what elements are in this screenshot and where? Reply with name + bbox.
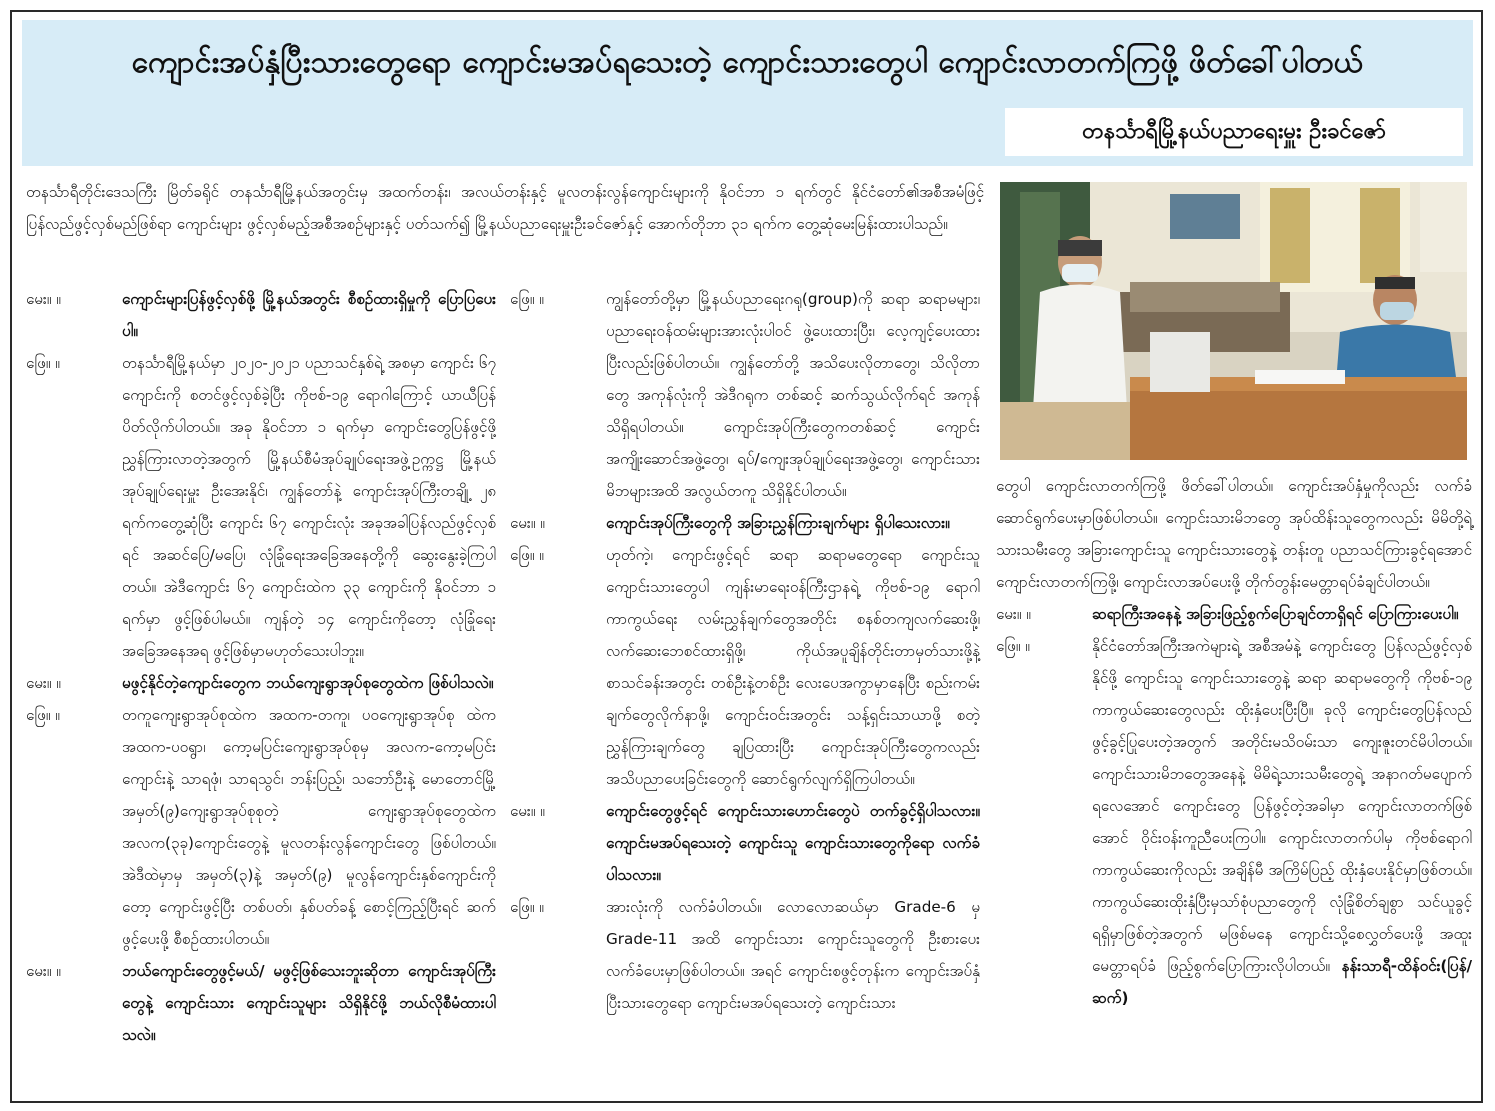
intro-paragraph: တနင်္သာရီတိုင်းဒေသကြီး မြိတ်ခရိုင် တနင်္သာရီမြို့နယ်အတွင်းမှ အထက်တန်း၊ အလယ်တန်းနှင့် မူလတန်းလွန်ကျောင်းများကို နိုဝင်ဘာ ၁ ရက်တွင် နိုင်ငံတော်၏အစီအမံဖြင့် ပြန်လည်ဖွင့်လှစ်မည်ဖြစ်ရာ ကျောင်းများ ဖွင့်လှစ်မည့်အစီအစဉ်များနှင့် ပတ်သက်၍ မြို့နယ်ပညာရေးမှူးဦးခင်ဇော်နှင့် အောက်တိုဘာ ၃၁ ရက်က တွေ့ဆုံမေးမြန်းထားပါသည်။ (26, 183, 984, 233)
question-block: မေး။ ။ ဘယ်ကျောင်းတွေဖွင့်မယ်/ မဖွင့်ဖြစ်သေးဘူးဆိုတာ ကျောင်းအုပ်ကြီးတွေနဲ့ ကျောင်းသား ကျောင်းသူများ သိရှိနိုင်ဖို့ ဘယ်လိုစီမံထားပါသလဲ။ (26, 962, 496, 1044)
article-header (22, 20, 1473, 166)
question-block: မေး။ ။ မဖွင့်နိုင်တဲ့ကျောင်းတွေက ဘယ်ကျေးရွာအုပ်စုတွေထဲက ဖြစ်ပါသလဲ။ (26, 674, 494, 692)
answer-block: ဖြေ။ ။ နိုင်ငံတော်အကြီးအကဲများရဲ့ အစီအမံနဲ့ ကျောင်းတွေ ပြန်လည်ဖွင့်လှစ်နိုင်ဖို့ ကျောင်းသူ ကျောင်းသားတွေနဲ့ ဆရာ ဆရာမတွေကို ကိုဗစ်-၁၉ ကာကွယ်ဆေးတွေလည်း ထိုးနှံပေးပြီးပြီ။ ခုလို ကျောင်းတွေပြန်လည်ဖွင့်ခွင့်ပြုပေးတဲ့အတွက် အတိုင်းမသိဝမ်းသာ ကျေးဇူးတင်မိပါတယ်။ ကျောင်းသားမိဘတွေအနေနဲ့ မိမိရဲ့သားသမီးတွေရဲ့ အနာဂတ်မပျောက်ရလေအောင် ကျောင်းတွေ ပြန်ဖွင့်တဲ့အခါမှာ ကျောင်းလာတက်ဖြစ်အောင် ဝိုင်းဝန်းကူညီပေးကြပါ။ ကျောင်းလာတက်ပါမှ ကိုဗစ်ရောဂါကာကွယ်ဆေးကိုလည်း အချိန်မီ အကြိမ်ပြည့် ထိုးနှံပေးနိုင်မှာဖြစ်တယ်။ ကာကွယ်ဆေးထိုးနှံပြီးမှသာ်စုံပညာတွေကို လုံခြုံစိတ်ချစွာ သင်ယူခွင့်ရရှိမှာဖြစ်တဲ့အတွက် မဖြစ်မနေ ကျောင်းသို့စေလွှတ်ပေးဖို့ အထူးမေတ္တာရပ်ခံ ဖြည့်စွက်ပြောကြားလိုပါတယ်။ နန်းသာရီ-ထိန်ဝင်း(ပြန်/ဆက်) (996, 637, 1472, 1007)
question-block: မေး။ ။ ကျောင်းတွေဖွင့်ရင် ကျောင်းသားဟောင်းတွေပဲ တက်ခွင့်ရှိပါသလား။ ကျောင်းမအပ်ရသေးတဲ့ ကျောင်းသူ ကျောင်းသားတွေကိုရော လက်ခံပါသလား။ (510, 802, 980, 884)
answer-block: ဖြေ။ ။ ဟုတ်ကဲ့၊ ကျောင်းဖွင့်ရင် ဆရာ ဆရာမတွေရော ကျောင်းသူ ကျောင်းသားတွေပါ ကျန်းမာရေးဝန်ကြီးဌာနရဲ့ ကိုဗစ်-၁၉ ရောဂါကာကွယ်ရေး လမ်းညွှန်ချက်တွေအတိုင်း စနစ်တကျလက်ဆေးဖို့၊ လက်ဆေးဘေစင်ထားရှိဖို့၊ ကိုယ်အပူချိန်တိုင်းတာမှတ်သားဖို့နဲ့ စာသင်ခန်းအတွင်း တစ်ဦးနဲ့တစ်ဦး လေးပေအကွာမှာနေပြီး စည်းကမ်းချက်တွေလိုက်နာဖို့၊ ကျောင်းဝင်းအတွင်း သန့်ရှင်းသာယာဖို့ စတဲ့ ညွှန်ကြားချက်တွေ ချပြထားပြီး ကျောင်းအုပ်ကြီးတွေကလည်း အသိပညာပေးခြင်းတွေကို ဆောင်ရွက်လျက်ရှိကြပါတယ်။ (510, 546, 980, 788)
answer-block: ဖြေ။ ။ အားလုံးကို လက်ခံပါတယ်။ လောလောဆယ်မှာ Grade-6 မှ Grade-11 အထိ ကျောင်းသား ကျောင်းသူတွေကို ဦးစားပေး လက်ခံပေးမှာဖြစ်ပါတယ်။ အရင် ကျောင်းစဖွင့်တုန်းက ကျောင်းအပ်နှံပြီးသားတွေရော ကျောင်းမအပ်ရသေးတဲ့ ကျောင်းသား (510, 898, 980, 1012)
column-3 (996, 470, 1472, 1014)
answer-block: ဖြေ။ ။ တနင်္သာရီမြို့နယ်မှာ ၂၀၂၀-၂၀၂၁ ပညာသင်နှစ်ရဲ့ အစမှာ ကျောင်း ၆၇ ကျောင်းကို စတင်ဖွင့်လှစ်ခဲ့ပြီး ကိုဗစ်-၁၉ ရောဂါကြောင့် ယာယီပြန်ပိတ်လိုက်ပါတယ်။ အခု နိုဝင်ဘာ ၁ ရက်မှာ ကျောင်းတွေပြန်ဖွင့်ဖို့ ညွှန်ကြားလာတဲ့အတွက် မြို့နယ်စီမံအုပ်ချုပ်ရေးအဖွဲ့ဥက္ကဋ္ဌ မြို့နယ်အုပ်ချုပ်ရေးမှူး ဦးအေးနိုင်၊ ကျွန်တော်နဲ့ ကျောင်းအုပ်ကြီးတချို့ ၂၈ ရက်ကတွေ့ဆုံပြီး ကျောင်း ၆၇ ကျောင်းလုံး အခုအခါပြန်လည်ဖွင့်လှစ်ရင် အဆင်ပြေ/မပြေ၊ လုံခြုံရေးအခြေအနေတို့ကို ဆွေးနွေးခဲ့ကြပါတယ်။ အဲဒီကျောင်း ၆၇ ကျောင်းထဲက ၃၃ ကျောင်းကို နိုဝင်ဘာ ၁ ရက်မှာ ဖွင့်ဖြစ်ပါမယ်။ ကျန်တဲ့ ၁၄ ကျောင်းကိုတော့ လုံခြုံရေးအခြေအနေအရ ဖွင့်ဖြစ်မှာမဟုတ်သေးပါဘူး။ (26, 354, 496, 660)
question-block: မေး။ ။ ကျောင်းများပြန်ဖွင့်လှစ်ဖို့ မြို့နယ်အတွင်း စီစဉ်ထားရှိမှုကို ပြောပြပေးပါ။ (26, 290, 496, 340)
question-block: မေး။ ။ ဆရာကြီးအနေနဲ့ အခြားဖြည့်စွက်ပြောချင်တာရှိရင် ပြောကြားပေးပါ။ (996, 605, 1459, 623)
author-credit: နန်းသာရီ-ထိန်ဝင်း(ပြန်/ဆက်) (1092, 957, 1472, 1007)
office-photo-illustration (1000, 182, 1467, 460)
column-2 (510, 283, 980, 1019)
column-1 (26, 283, 496, 1051)
question-block: မေး။ ။ ကျောင်းအုပ်ကြီးတွေကို အခြားညွှန်ကြားချက်များ ရှိပါသေးလား။ (510, 514, 950, 532)
continuation-paragraph: တွေပါ ကျောင်းလာတက်ကြဖို့ ဖိတ်ခေါ်ပါတယ်။ ကျောင်းအပ်နှံမှုကိုလည်း လက်ခံဆောင်ရွက်ပေးမှာဖြစ်ပါတယ်။ ကျောင်းသားမိဘတွေ အုပ်ထိန်းသူတွေကလည်း မိမိတို့ရဲ့ သားသမီးတွေ အခြားကျောင်းသူ ကျောင်းသားတွေနဲ့ တန်းတူ ပညာသင်ကြားခွင့်ရအောင် ကျောင်းလာတက်ကြဖို့၊ ကျောင်းလာအပ်ပေးဖို့ တိုက်တွန်းမေတ္တာရပ်ခံချင်ပါတယ်။ (996, 477, 1472, 591)
byline: တနင်္သာရီမြို့နယ်ပညာရေးမှူး ဦးခင်ဇော် (1005, 108, 1463, 156)
interview-photo (1000, 182, 1467, 460)
headline: ကျောင်းအပ်နှံပြီးသားတွေရော ကျောင်းမအပ်ရသေးတဲ့ ကျောင်းသားတွေပါ ကျောင်းလာတက်ကြဖို့ ဖိတ်ခေါ်ပါတယ် (131, 45, 1364, 80)
answer-block: ဖြေ။ ။ ကျွန်တော်တို့မှာ မြို့နယ်ပညာရေးဂရု(group)ကို ဆရာ ဆရာမများ၊ ပညာရေးဝန်ထမ်းများအားလုံးပါဝင် ဖွဲ့ပေးထားပြီး၊ လေ့ကျင့်ပေးထားပြီးလည်းဖြစ်ပါတယ်။ ကျွန်တော်တို့ အသိပေးလိုတာတွေ၊ သိလိုတာတွေ အကုန်လုံးကို အဲဒီဂရုက တစ်ဆင့် ဆက်သွယ်လိုက်ရင် အကုန်သိရှိရပါတယ်။ ကျောင်းအုပ်ကြီးတွေကတစ်ဆင့် ကျောင်းအကျိုးဆောင်အဖွဲ့တွေ၊ ရပ်/ကျေးအုပ်ချုပ်ရေးအဖွဲ့တွေ၊ ကျောင်းသားမိဘများအထိ အလွယ်တကူ သိရှိနိုင်ပါတယ်။ (510, 290, 980, 500)
answer-block: ဖြေ။ ။ တကူကျေးရွာအုပ်စုထဲက အထက-တကူ၊ ပဝကျေးရွာအုပ်စု ထဲက အထက-ပဝရွာ၊ ကော့မပြင်းကျေးရွာအုပ်စုမှ အလက-ကော့မပြင်းကျောင်းနဲ့ သာရဖုံ၊ သာရသွင်၊ ဘန်းပြည့်၊ သဘော်ဦးနဲ့ မောတောင်မြို့ အမှတ်(၉)ကျေးရွာအုပ်စုစုတဲ့ ကျေးရွာအုပ်စုတွေထဲက အလက(၃ခု)ကျောင်းတွေနဲ့ မူလတန်းလွန်ကျောင်းတွေ ဖြစ်ပါတယ်။ အဲဒီထဲမှာမှ အမှတ်(၃)နဲ့ အမှတ်(၉) မူလွန်ကျောင်းနှစ်ကျောင်းကိုတော့ ကျောင်းဖွင့်ပြီး တစ်ပတ်၊ နှစ်ပတ်ခန့် စောင့်ကြည့်ပြီးရင် ဆက်ဖွင့်ပေးဖို့ စီစဉ်ထားပါတယ်။ (26, 706, 496, 948)
